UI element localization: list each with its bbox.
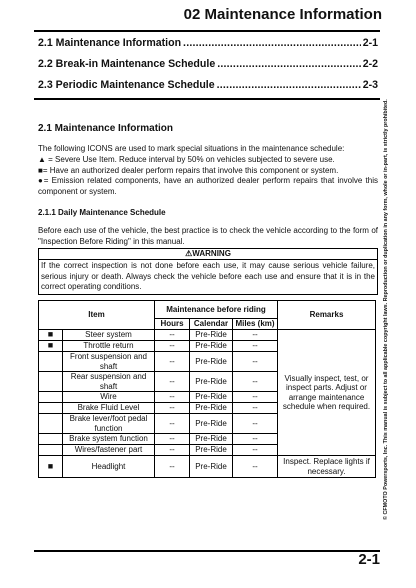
calendar-cell: Pre-Ride <box>190 341 233 352</box>
icon-cell <box>39 434 63 445</box>
miles-cell: -- <box>233 414 278 434</box>
toc-entry[interactable] <box>38 58 378 79</box>
item-cell: Brake lever/foot pedal function <box>63 414 155 434</box>
page-number: 2-1 <box>358 551 380 568</box>
miles-cell: -- <box>233 330 278 341</box>
toc-entry[interactable] <box>38 37 378 58</box>
item-header: Item <box>39 301 155 330</box>
dealer-repair-legend: ■= Have an authorized dealer perform repairs that involve this component or system. <box>38 165 339 175</box>
item-cell: Wires/fastener part <box>63 445 155 456</box>
miles-cell: -- <box>233 392 278 403</box>
calendar-cell: Pre-Ride <box>190 392 233 403</box>
toc-entry-title: 2.3 Periodic Maintenance Schedule <box>38 79 215 91</box>
item-cell: Headlight <box>63 456 155 478</box>
item-cell: Brake Fluid Level <box>63 403 155 414</box>
miles-cell: -- <box>233 372 278 392</box>
calendar-cell: Pre-Ride <box>190 352 233 372</box>
toc-leader-dots <box>183 37 361 49</box>
icon-cell <box>39 445 63 456</box>
headlight-remarks-cell: Inspect. Replace lights if necessary. <box>278 456 376 478</box>
warning-text: If the correct inspection is not done before each use, it may cause serious vehicle failure, serious injury or death. Always check the vehicle before each use and ensure that it is in the correct operating conditions. <box>41 261 375 291</box>
hours-cell: -- <box>155 445 190 456</box>
icon-cell <box>39 414 63 434</box>
chapter-title: 02 Maintenance Information <box>183 6 382 23</box>
hours-cell: -- <box>155 372 190 392</box>
miles-cell: -- <box>233 445 278 456</box>
miles-cell: -- <box>233 352 278 372</box>
toc-entry-title: 2.2 Break-in Maintenance Schedule <box>38 58 216 70</box>
footer-divider <box>34 550 380 552</box>
toc-leader-dots <box>217 58 360 70</box>
daily-check-text: Before each use of the vehicle, the best practice is to check the vehicle according to the form of "Inspection Before Riding" in this manual. <box>38 226 378 246</box>
calendar-cell: Pre-Ride <box>190 414 233 434</box>
calendar-cell: Pre-Ride <box>190 456 233 478</box>
dealer-repair-icon: ■ <box>39 330 63 341</box>
icon-cell <box>39 392 63 403</box>
miles-cell: -- <box>233 341 278 352</box>
item-cell: Rear suspension and shaft <box>63 372 155 392</box>
icon-cell <box>39 403 63 414</box>
calendar-cell: Pre-Ride <box>190 330 233 341</box>
copyright-notice: © CFMOTO Powersports, Inc. This manual is subject to all applicable copyright laws. Reproduction or duplication in any form, whole or in-part, is strictly prohibited. <box>383 99 389 520</box>
hours-cell: -- <box>155 403 190 414</box>
toc-entry-page: 2-1 <box>362 37 378 49</box>
maintenance-before-riding-header: Maintenance before riding <box>155 301 278 319</box>
calendar-cell: Pre-Ride <box>190 372 233 392</box>
warning-box <box>38 248 378 295</box>
hours-cell: -- <box>155 330 190 341</box>
icons-explanation <box>38 144 378 198</box>
remarks-cell: Visually inspect, test, or inspect parts. Adjust or arrange maintenance schedule when required. <box>278 330 376 456</box>
maintenance-table <box>38 300 376 478</box>
calendar-cell: Pre-Ride <box>190 434 233 445</box>
miles-header: Miles (km) <box>233 319 278 330</box>
item-cell: Throttle return <box>63 341 155 352</box>
header-divider <box>34 30 380 32</box>
toc-entry-page: 2-2 <box>362 58 378 70</box>
item-cell: Wire <box>63 392 155 403</box>
hours-cell: -- <box>155 392 190 403</box>
calendar-header: Calendar <box>190 319 233 330</box>
toc-leader-dots <box>217 79 361 91</box>
toc-divider <box>34 98 380 100</box>
warning-title: ⚠WARNING <box>39 249 377 260</box>
calendar-cell: Pre-Ride <box>190 403 233 414</box>
miles-cell: -- <box>233 456 278 478</box>
miles-cell: -- <box>233 434 278 445</box>
icon-cell <box>39 372 63 392</box>
miles-cell: -- <box>233 403 278 414</box>
toc-entry-page: 2-3 <box>362 79 378 91</box>
item-cell: Steer system <box>63 330 155 341</box>
hours-cell: -- <box>155 352 190 372</box>
item-cell: Brake system function <box>63 434 155 445</box>
remarks-header: Remarks <box>278 301 376 330</box>
toc-entry-title: 2.1 Maintenance Information <box>38 37 182 49</box>
icons-intro-text: The following ICONS are used to mark special situations in the maintenance schedule: <box>38 144 345 153</box>
item-cell: Front suspension and shaft <box>63 352 155 372</box>
section-heading: 2.1 Maintenance Information <box>38 123 174 134</box>
subsection-heading: 2.1.1 Daily Maintenance Schedule <box>38 208 166 217</box>
calendar-cell: Pre-Ride <box>190 445 233 456</box>
dealer-repair-icon: ■ <box>39 341 63 352</box>
table-row <box>39 456 376 478</box>
hours-cell: -- <box>155 341 190 352</box>
table-row <box>39 330 376 341</box>
hours-cell: -- <box>155 434 190 445</box>
emission-legend: ●= Emission related components, have an authorized dealer perform repairs that involve this component or system. <box>38 176 378 197</box>
table-of-contents <box>38 37 378 100</box>
hours-cell: -- <box>155 456 190 478</box>
dealer-repair-icon: ■ <box>39 456 63 478</box>
icon-cell <box>39 352 63 372</box>
hours-header: Hours <box>155 319 190 330</box>
severe-use-legend: ▲ = Severe Use Item. Reduce interval by 50% on vehicles subjected to severe use. <box>38 154 335 164</box>
toc-entry[interactable] <box>38 79 378 100</box>
hours-cell: -- <box>155 414 190 434</box>
